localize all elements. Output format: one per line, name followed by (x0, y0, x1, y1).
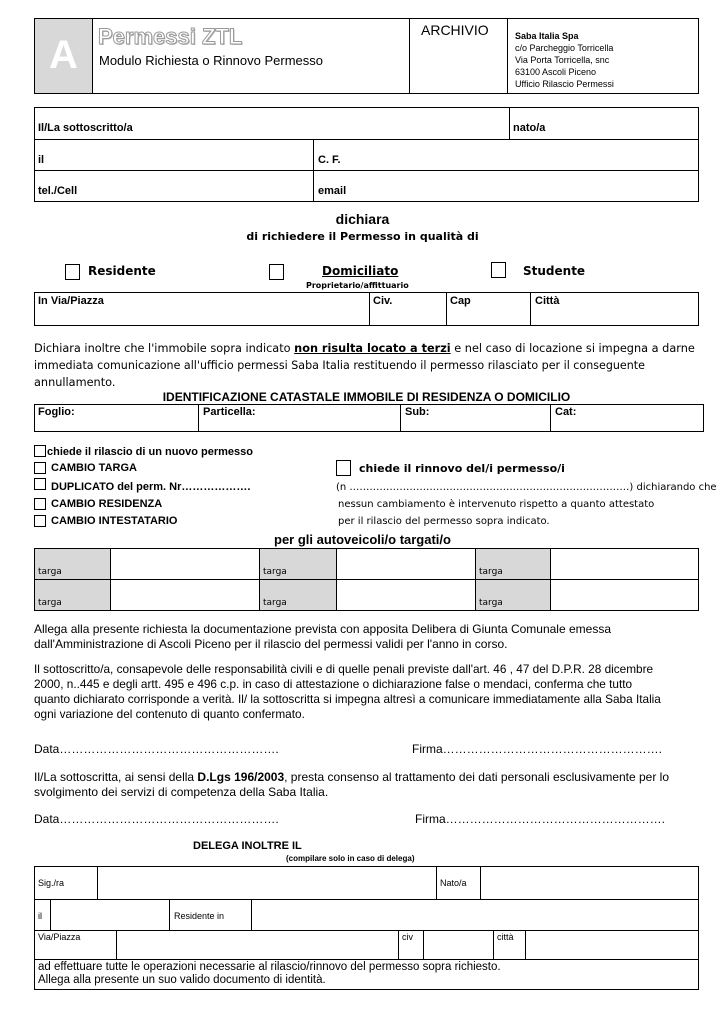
delegate-street-label: Via/Piazza (38, 932, 81, 942)
street-field[interactable]: In Via/Piazza (38, 295, 104, 307)
new-permit-label: chiede il rilascio di un nuovo permesso (47, 446, 253, 458)
company-address-4: Ufficio Rilascio Permessi (515, 79, 614, 89)
delegate-city-input[interactable] (526, 931, 698, 958)
tax-code-field[interactable]: C. F. (318, 154, 341, 166)
delegate-born-input[interactable] (481, 867, 698, 898)
delegation-line-1: ad effettuare tutte le operazioni necessarie al rilascio/rinnovo del permesso sopra richiesto. (38, 961, 501, 973)
plate-input-5[interactable] (337, 580, 474, 610)
responsibility-line-3: quanto dichiarato corrisponde a verità. Il/ la sottoscritta si impegna altresì a comunicare immediatamente alla Saba Italia (34, 692, 661, 706)
residence-change-label: CAMBIO RESIDENZA (51, 498, 163, 510)
plate-input-4[interactable] (111, 580, 258, 610)
phone-field[interactable]: tel./Cell (38, 185, 78, 197)
plate-change-label: CAMBIO TARGA (51, 462, 137, 474)
delegate-date-label: il (38, 911, 42, 921)
responsibility-line-4: ogni variazione del contenuto di quanto confermato. (34, 707, 305, 721)
vehicles-title: per gli autoveicoli/o targati/o (274, 532, 451, 547)
plate-label-1: targa (38, 567, 62, 577)
holder-change-checkbox[interactable] (34, 515, 46, 527)
plate-input-6[interactable] (551, 580, 698, 610)
delegate-city-label: città (497, 932, 514, 942)
birth-date-field[interactable]: il (38, 154, 45, 166)
cat-field[interactable]: Cat: (555, 406, 577, 418)
date-field-2[interactable]: Data………………………………………………. (34, 812, 279, 826)
domiciled-label: Domiciliato (322, 264, 399, 278)
delegate-resident-input[interactable] (252, 900, 698, 929)
attachment-paragraph-1: Allega alla presente richiesta la documentazione prevista con apposita Delibera di Giunta Comunale emessa (34, 622, 611, 636)
delegate-name-input[interactable] (98, 867, 435, 898)
plate-input-2[interactable] (337, 549, 474, 578)
domiciled-note: Proprietario/affittuario (306, 281, 409, 290)
archive-label: ARCHIVIO (421, 22, 489, 38)
cadastral-title: IDENTIFICAZIONE CATASTALE IMMOBILE DI RESIDENZA O DOMICILIO (162, 390, 571, 404)
delegate-street-input[interactable] (117, 931, 397, 958)
company-address-3: 63100 Ascoli Piceno (515, 67, 597, 77)
renewal-number-line: (n …………………………………………………………………………) dichiarando che (336, 482, 717, 493)
duplicate-label: DUPLICATO del perm. Nr………………. (51, 481, 251, 493)
sheet-field[interactable]: Foglio: (38, 406, 75, 418)
cadastral-box (34, 404, 704, 432)
residence-change-checkbox[interactable] (34, 498, 46, 510)
delegation-line-2: Allega alla presente un suo valido documento di identità. (38, 974, 326, 986)
holder-change-label: CAMBIO INTESTATARIO (51, 515, 178, 527)
undersigned-field[interactable]: Il/La sottoscritto/a (38, 122, 133, 134)
header-letter: A (49, 33, 78, 77)
parcel-field[interactable]: Particella: (203, 406, 256, 418)
delegate-civic-label: civ (402, 932, 413, 942)
address-box (34, 292, 699, 326)
statement-line-2: immediata comunicazione all'ufficio permessi Saba Italia restituendo il permesso rilasciato per il conseguente (34, 359, 645, 372)
signature-field-1[interactable]: Firma………………………………………………. (412, 742, 662, 756)
duplicate-checkbox[interactable] (34, 478, 46, 490)
header-letter-block (35, 19, 93, 93)
declaration-title: dichiara (335, 211, 390, 227)
delegate-name-label: Sig./ra (38, 878, 65, 888)
student-label: Studente (523, 264, 586, 278)
student-checkbox[interactable] (491, 262, 506, 278)
statement-line-1: Dichiara inoltre che l'immobile sopra indicato non risulta locato a terzi e nel caso di locazione si impegna a darne (34, 342, 695, 355)
city-field[interactable]: Città (535, 295, 560, 307)
new-permit-checkbox[interactable] (34, 445, 46, 457)
plate-label-4: targa (38, 598, 62, 608)
resident-checkbox[interactable] (65, 264, 80, 280)
plate-label-6: targa (479, 598, 503, 608)
company-name: Saba Italia Spa (515, 31, 579, 41)
declaration-subtitle: di richiedere il Permesso in qualità di (246, 230, 479, 243)
header-subtitle: Modulo Richiesta o Rinnovo Permesso (99, 53, 323, 68)
plate-input-1[interactable] (111, 549, 258, 578)
delegate-born-label: Nato/a (440, 878, 467, 888)
plate-change-checkbox[interactable] (34, 462, 46, 474)
plate-input-3[interactable] (551, 549, 698, 578)
civic-field[interactable]: Civ. (373, 295, 393, 307)
statement-line-3: annullamento. (34, 376, 116, 389)
delegation-subtitle: (compilare solo in caso di delega) (286, 854, 415, 863)
company-address-1: c/o Parcheggio Torricella (515, 43, 614, 53)
date-field-1[interactable]: Data………………………………………………. (34, 742, 279, 756)
company-address-2: Via Porta Torricella, snc (515, 55, 610, 65)
cap-field[interactable]: Cap (450, 295, 471, 307)
plate-label-3: targa (479, 567, 503, 577)
delegate-civic-input[interactable] (424, 931, 492, 958)
sub-field[interactable]: Sub: (405, 406, 430, 418)
renewal-line-3: per il rilascio del permesso sopra indicato. (338, 516, 550, 527)
plate-label-5: targa (263, 598, 287, 608)
renewal-checkbox[interactable] (336, 460, 351, 476)
personal-data-box (34, 107, 699, 202)
delegation-title: DELEGA INOLTRE IL (193, 840, 302, 852)
delegate-resident-label: Residente in (174, 911, 225, 921)
attachment-paragraph-2: dall'Amministrazione di Ascoli Piceno per il rilascio del permessi validi per l'anno in corso. (34, 637, 508, 651)
header-title: Permessi ZTL (98, 24, 243, 49)
plate-label-2: targa (263, 567, 287, 577)
renewal-line-2: nessun cambiamento è intervenuto rispetto a quanto attestato (338, 499, 655, 510)
renewal-label: chiede il rinnovo del/i permesso/i (359, 462, 565, 475)
responsibility-line-2: 2000, n..445 e degli artt. 495 e 496 c.p. in caso di attestazione o dichiarazione false o mendaci, conferma che tutto (34, 677, 633, 691)
privacy-line-2: svolgimento dei servizi di competenza della Saba Italia. (34, 785, 329, 799)
resident-label: Residente (88, 264, 156, 278)
domiciled-checkbox[interactable] (269, 264, 284, 280)
privacy-line-1: Il/La sottoscritta, ai sensi della D.Lgs 196/2003, presta consenso al trattamento dei dati personali esclusivamente per lo (34, 770, 670, 784)
signature-field-2[interactable]: Firma………………………………………………. (415, 812, 665, 826)
delegate-date-input[interactable] (51, 900, 168, 929)
born-field[interactable]: nato/a (513, 122, 546, 134)
responsibility-line-1: Il sottoscritto/a, consapevole delle responsabilità civili e di quelle penali previste dall'art. 46 , 47 del D.P.R. 28 dicembre (34, 662, 654, 676)
email-field[interactable]: email (318, 185, 347, 197)
